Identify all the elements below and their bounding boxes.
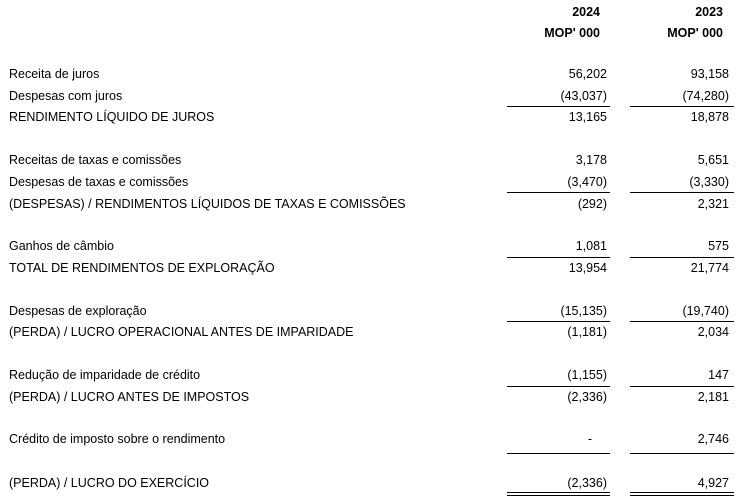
total-double-rule [507, 492, 610, 496]
value-2024: (3,470) [567, 175, 607, 189]
value-2024: (1,155) [567, 368, 607, 382]
row-receitas-de-taxas [0, 153, 742, 171]
value-2023: (74,280) [682, 89, 729, 103]
value-2024: 56,202 [568, 67, 607, 81]
value-2024: (2,336) [567, 476, 607, 490]
row-label: RENDIMENTO LÍQUIDO DE JUROS [9, 110, 215, 124]
row-label: (PERDA) / LUCRO ANTES DE IMPOSTOS [9, 390, 250, 404]
year-2024-header: 2024 [572, 5, 600, 19]
subtotal-rule [507, 453, 610, 454]
subtotal-rule [507, 192, 610, 193]
value-2024: - [587, 432, 592, 446]
row-label: Ganhos de câmbio [9, 239, 114, 253]
row-total-de-rendimentos [0, 261, 742, 279]
row-despesas-com-juros [0, 89, 742, 107]
value-2023: 147 [708, 368, 729, 382]
value-2024: 13,165 [568, 110, 607, 124]
subtotal-rule [630, 192, 734, 193]
subtotal-rule [630, 386, 734, 387]
subtotal-rule [630, 321, 734, 322]
row-lucro-operacional [0, 325, 742, 343]
value-2023: 5,651 [697, 153, 729, 167]
value-2023: (19,740) [682, 304, 729, 318]
value-2024: (43,037) [560, 89, 607, 103]
value-2024: (292) [577, 197, 607, 211]
subtotal-rule [630, 453, 734, 454]
value-2023: 2,321 [697, 197, 729, 211]
unit-2024-header: MOP' 000 [544, 26, 600, 40]
row-despesas-de-exploracao [0, 304, 742, 322]
subtotal-rule [507, 386, 610, 387]
year-2023-header: 2023 [695, 5, 723, 19]
row-label: Despesas com juros [9, 89, 123, 103]
row-credito-de-imposto [0, 432, 742, 450]
value-2024: 1,081 [575, 239, 607, 253]
total-double-rule [630, 492, 734, 496]
value-2023: 18,878 [690, 110, 729, 124]
value-2023: 575 [708, 239, 729, 253]
value-2023: 2,034 [697, 325, 729, 339]
value-2024: 3,178 [575, 153, 607, 167]
subtotal-rule [630, 257, 734, 258]
subtotal-rule [630, 106, 734, 107]
row-label: Receitas de taxas e comissões [9, 153, 182, 167]
subtotal-rule [507, 106, 610, 107]
row-receita-de-juros [0, 67, 742, 85]
row-label: TOTAL DE RENDIMENTOS DE EXPLORAÇÃO [9, 261, 275, 275]
row-rendimentos-liquidos-de-taxas [0, 197, 742, 215]
value-2023: 93,158 [690, 67, 729, 81]
unit-2023-header: MOP' 000 [667, 26, 723, 40]
value-2023: 4,927 [697, 476, 729, 490]
value-2023: 2,181 [697, 390, 729, 404]
row-rendimento-liquido-de-juros [0, 110, 742, 128]
row-label: Crédito de imposto sobre o rendimento [9, 432, 226, 446]
row-label: Receita de juros [9, 67, 100, 81]
value-2024: (2,336) [567, 390, 607, 404]
row-label: Despesas de taxas e comissões [9, 175, 189, 189]
row-label: (DESPESAS) / RENDIMENTOS LÍQUIDOS DE TAXAS E COMISSÕES [9, 197, 406, 211]
value-2024: (1,181) [567, 325, 607, 339]
row-lucro-antes-de-impostos [0, 390, 742, 408]
row-despesas-de-taxas [0, 175, 742, 193]
value-2023: 2,746 [697, 432, 729, 446]
row-label: (PERDA) / LUCRO DO EXERCÍCIO [9, 476, 210, 490]
value-2024: 13,954 [568, 261, 607, 275]
value-2024: (15,135) [560, 304, 607, 318]
row-label: Despesas de exploração [9, 304, 147, 318]
subtotal-rule [507, 321, 610, 322]
row-ganhos-de-cambio [0, 239, 742, 257]
value-2023: (3,330) [689, 175, 729, 189]
row-label: Redução de imparidade de crédito [9, 368, 201, 382]
row-reducao-de-imparidade [0, 368, 742, 386]
value-2023: 21,774 [690, 261, 729, 275]
row-label: (PERDA) / LUCRO OPERACIONAL ANTES DE IMPARIDADE [9, 325, 354, 339]
subtotal-rule [507, 257, 610, 258]
